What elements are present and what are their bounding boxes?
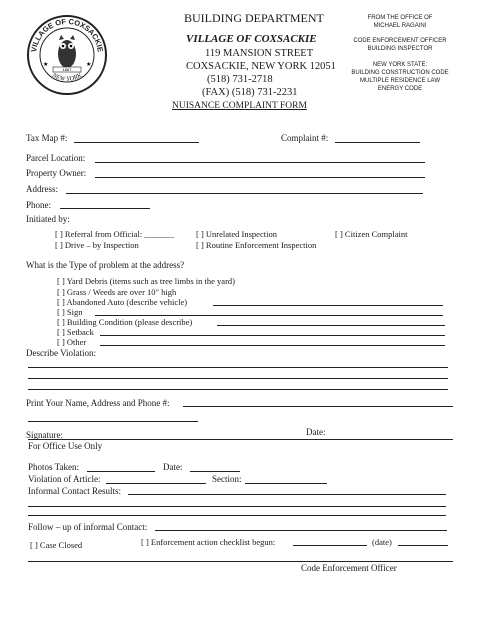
svg-text:★: ★ [86,62,92,68]
svg-text:1867: 1867 [62,67,72,72]
problem-label: What is the Type of problem at the address? [26,260,185,270]
photos-date-field[interactable] [190,471,240,472]
form-title: NUISANCE COMPLAINT FORM [172,101,307,111]
citizen-option[interactable]: [ ] Citizen Complaint [335,229,408,239]
informal-line[interactable] [28,506,446,507]
photos-date-label: Date: [163,462,183,472]
unrelated-option[interactable]: [ ] Unrelated Inspection [196,229,277,239]
office-title: CODE ENFORCEMENT OFFICER [353,38,447,44]
office-title-2: BUILDING INSPECTOR [367,46,433,52]
enforcement-date-field[interactable] [293,545,367,546]
initiated-label: Initiated by: [26,214,70,224]
officer-signature-line[interactable] [28,561,453,562]
describe-line[interactable] [28,389,448,390]
tax-map-field[interactable] [74,142,199,143]
sign-field[interactable] [95,315,443,316]
state-code-1: BUILDING CONSTRUCTION CODE [351,70,449,76]
date-paren-label: (date) [372,537,392,547]
section-field[interactable] [245,483,327,484]
village-name: VILLAGE OF COXSACKIE [186,33,317,45]
tax-map-label: Tax Map #: [26,133,68,143]
complaint-field[interactable] [335,142,420,143]
violation-field[interactable] [106,483,206,484]
date-paren-field[interactable] [398,545,448,546]
print-name-label: Print Your Name, Address and Phone #: [26,398,170,408]
describe-label: Describe Violation: [26,348,97,358]
state-code-3: ENERGY CODE [377,86,423,92]
state-label: NEW YORK STATE: [372,62,428,68]
photos-label: Photos Taken: [28,462,79,472]
describe-line[interactable] [28,378,448,379]
officer-label: Code Enforcement Officer [301,563,397,573]
owner-field[interactable] [95,177,425,178]
address-label: Address: [26,184,58,194]
problem-option[interactable]: [ ] Abandoned Auto (describe vehicle) [57,297,188,307]
informal-line[interactable] [28,515,446,516]
village-seal [26,14,108,96]
complaint-label: Complaint #: [281,133,329,143]
problem-option[interactable]: [ ] Sign [57,307,83,317]
photos-field[interactable] [87,471,155,472]
driveby-option[interactable]: [ ] Drive – by Inspection [55,240,139,250]
address-field[interactable] [66,193,423,194]
street-address: 119 MANSION STREET [205,48,314,59]
auto-description-field[interactable] [213,305,443,306]
city-address: COXSACKIE, NEW YORK 12051 [186,61,336,72]
fax-number: (FAX) (518) 731-2231 [202,87,298,98]
building-field[interactable] [217,325,445,326]
parcel-label: Parcel Location: [26,153,86,163]
problem-option[interactable]: [ ] Building Condition (please describe) [57,317,193,327]
referral-option[interactable]: [ ] Referral from Official: _______ [55,229,175,239]
case-closed-option[interactable]: [ ] Case Closed [30,540,83,550]
office-from: FROM THE OFFICE OF [367,15,433,21]
owner-label: Property Owner: [26,168,87,178]
problem-option[interactable]: [ ] Other [57,337,87,347]
svg-text:NEW YORK: NEW YORK [50,71,84,83]
parcel-field[interactable] [95,162,425,163]
office-use-label: For Office Use Only [28,441,103,451]
informal-label: Informal Contact Results: [28,486,121,496]
svg-text:VILLAGE OF COXSACKIE: VILLAGE OF COXSACKIE [29,16,105,53]
svg-text:★: ★ [43,62,49,68]
print-name-line-2[interactable] [28,421,198,422]
routine-option[interactable]: [ ] Routine Enforcement Inspection [196,240,317,250]
signature-field[interactable] [28,439,453,440]
enforcement-option[interactable]: [ ] Enforcement action checklist begun: [141,537,276,547]
state-code-2: MULTIPLE RESIDENCE LAW [359,78,440,84]
print-name-field[interactable] [183,406,453,407]
setback-field[interactable] [100,335,445,336]
problem-option[interactable]: [ ] Grass / Weeds are over 10" high [57,287,177,297]
informal-field[interactable] [128,494,446,495]
section-label: Section: [212,474,242,484]
followup-field[interactable] [155,530,447,531]
violation-label: Violation of Article: [28,474,101,484]
signature-label: Signature: [26,430,63,440]
date-label: Date: [306,427,326,437]
office-name: MICHAEL RAGAINI [373,23,427,29]
department-title: BUILDING DEPARTMENT [184,11,324,25]
problem-option[interactable]: [ ] Setback [57,327,94,337]
other-field[interactable] [100,345,445,346]
problem-option[interactable]: [ ] Yard Debris (items such as tree limbs in the yard) [57,276,235,286]
phone-label: Phone: [26,200,52,210]
phone-field[interactable] [60,208,150,209]
followup-label: Follow – up of informal Contact: [28,522,148,532]
describe-line[interactable] [28,367,448,368]
phone-number: (518) 731-2718 [207,74,273,85]
